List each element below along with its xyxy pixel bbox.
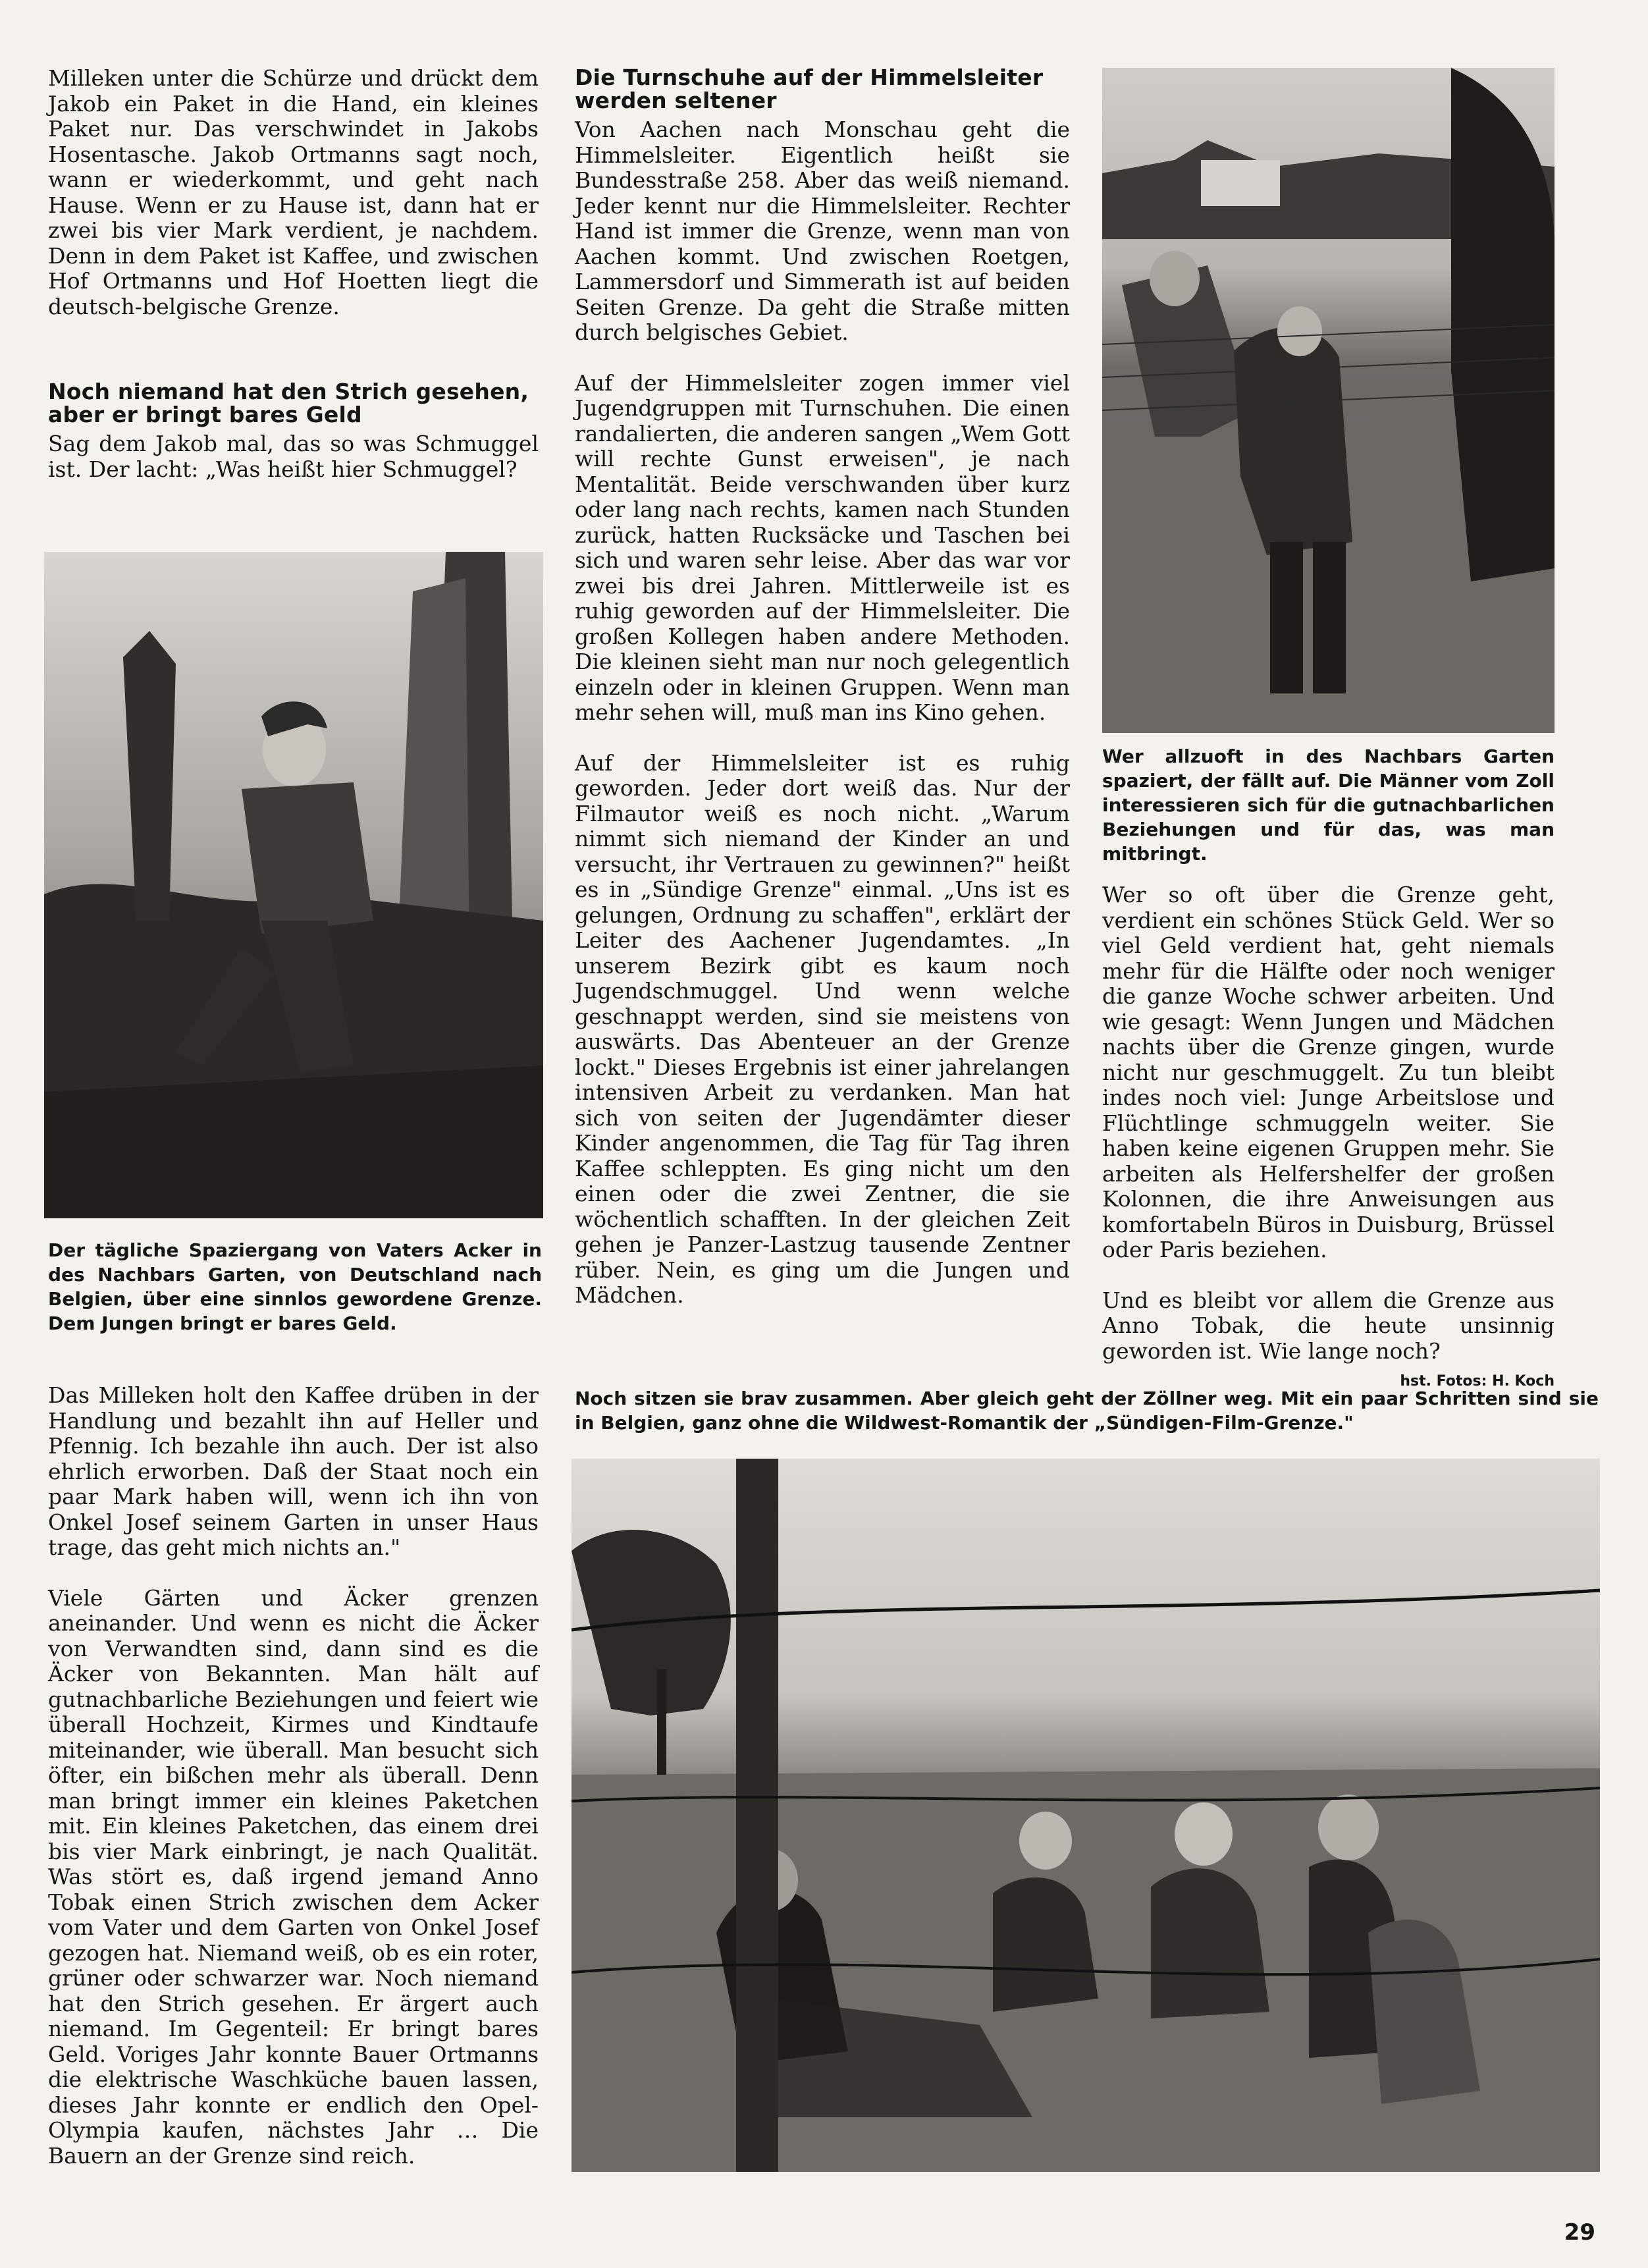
left-bottom-paragraph-1: Das Milleken holt den Kaffee drüben in der Handlung und bezahlt ihn auf Heller und Pfennig. Ich bezahle ihn auch. Der ist also ehrlich erworben. Daß der Staat noch ein paar Mark haben will, wenn ich ihn von Onkel Josef seinem Garten in unser Haus trage, das geht mich nichts an." bbox=[48, 1382, 539, 1560]
photo-customs-officers-image bbox=[1102, 68, 1555, 733]
caption-boy-climbing-block bbox=[48, 1238, 542, 1336]
right-paragraph-2-text: Und es bleibt vor allem die Grenze aus Anno Tobak, die heute unsinnig geworden ist. Wie lange noch? bbox=[1102, 1287, 1555, 1364]
photo-children-barbed-wire bbox=[571, 1459, 1600, 2172]
column-middle bbox=[575, 66, 1070, 1309]
photo-credit: hst. Fotos: H. Koch bbox=[1400, 1373, 1555, 1390]
column-right bbox=[1102, 882, 1555, 1395]
caption-boy-climbing: Der tägliche Spaziergang von Vaters Acker in des Nachbars Garten, von Deutschland nach Belgien, über eine sinnlos gewordene Grenze. Dem Jungen bringt er bares Geld. bbox=[48, 1239, 542, 1334]
section-intro: Sag dem Jakob mal, das so was Schmuggel ist. Der lacht: „Was heißt hier Schmuggel? bbox=[48, 431, 539, 482]
photo-boy-climbing-image bbox=[44, 552, 543, 1218]
left-bottom-paragraph-2: Viele Gärten und Äcker grenzen aneinander. Und wenn es nicht die Äcker von Verwandten sind, dann sind es die Äcker von Bekannten. Man hält auf gutnachbarliche Beziehungen und feiert wie überall Hochzeit, Kirmes und Kindtaufe miteinander, wie überall. Man besucht sich öfter, ein bißchen mehr als überall. Denn man bringt immer ein kleines Paketchen mit. Ein kleines Paketchen, das einem drei bis vier Mark einbringt, je nach Qualität. Was stört es, daß irgend jemand Anno Tobak einen Strich zwischen dem Acker vom Vater und dem Garten von Onkel Josef gezogen hat. Niemand weiß, ob es ein roter, grüner oder schwarzer war. Noch niemand hat den Strich gesehen. Er ärgert auch niemand. Im Gegenteil: Er bringt bares Geld. Voriges Jahr konnte Bauer Ortmanns die elektrische Waschküche bauen lassen, dieses Jahr konnte er endlich den Opel-Olympia kaufen, nächstes Jahr … Die Bauern an der Grenze sind reich. bbox=[48, 1584, 539, 2169]
section-headline: Noch niemand hat den Strich gesehen, aber er bringt bares Geld bbox=[48, 379, 529, 427]
column-left-top bbox=[48, 66, 539, 482]
caption-customs: Wer allzuoft in des Nachbars Garten spaziert, der fällt auf. Die Männer vom Zoll interessieren sich für die gutnachbarlichen Beziehungen und für das, was man mitbringt. bbox=[1102, 745, 1555, 865]
middle-paragraph-1: Von Aachen nach Monschau geht die Himmelsleiter. Eigentlich heißt sie Bundesstraße 258. Aber das weiß niemand. Jeder kennt nur die Himmelsleiter. Rechter Hand ist immer die Grenze, wenn man von Aachen kommt. Und zwischen Roetgen, Lammersdorf und Simmerath ist auf beiden Seiten Grenze. Da geht die Straße mitten durch belgisches Gebiet. bbox=[575, 117, 1070, 345]
column-left-bottom bbox=[48, 1383, 539, 2169]
middle-paragraph-2: Auf der Himmelsleiter zogen immer viel Jugendgruppen mit Turnschuhen. Die einen randalierten, die anderen sangen „Wem Gott will rechte Gunst erweisen", je nach Mentalität. Beide verschwanden über kurz oder lang nach rechts, kamen nach Stunden zurück, hatten Rucksäcke und Taschen bei sich und waren sehr leise. Aber das war vor zwei bis drei Jahren. Mittlerweile ist es ruhig geworden auf der Himmelsleiter. Die großen Kollegen haben andere Methoden. Die kleinen sieht man nur noch gelegentlich einzeln oder in kleinen Gruppen. Wenn man mehr sehen will, muß man ins Kino gehen. bbox=[575, 369, 1070, 725]
caption-children-block bbox=[575, 1386, 1599, 1435]
photo-customs-officers bbox=[1102, 68, 1555, 733]
right-paragraph-2 bbox=[1102, 1287, 1555, 1390]
photo-boy-climbing bbox=[44, 552, 543, 1218]
middle-headline: Die Turnschuhe auf der Himmelsleiter werden seltener bbox=[575, 65, 1044, 113]
caption-children: Noch sitzen sie brav zusammen. Aber gleich geht der Zöllner weg. Mit ein paar Schritten sind sie in Belgien, ganz ohne die Wildwest-Romantik der „Sündigen-Film-Grenze." bbox=[575, 1388, 1599, 1434]
caption-customs-block bbox=[1102, 744, 1555, 866]
photo-children-barbed-wire-image bbox=[571, 1459, 1600, 2172]
page-number: 29 bbox=[1564, 2219, 1595, 2246]
article-paragraph: Milleken unter die Schürze und drückt dem Jakob ein Paket in die Hand, ein kleines Paket nur. Das verschwindet in Jakobs Hosentasche. Jakob Ortmanns sagt noch, wann er wiederkommt, und geht nach Hause. Wenn er zu Hause ist, dann hat er zwei bis vier Mark verdient, je nachdem. Denn in dem Paket ist Kaffee, und zwischen Hof Ortmanns und Hof Hoetten liegt die deutsch-belgische Grenze. bbox=[48, 65, 539, 319]
middle-paragraph-3: Auf der Himmelsleiter ist es ruhig geworden. Jeder dort weiß das. Nur der Filmautor weiß es noch nicht. „Warum nimmt sich niemand der Kinder an und versucht, ihr Vertrauen zu gewinnen?" heißt es in „Sündige Grenze" einmal. „Uns ist es gelungen, Ordnung zu schaffen", erklärt der Leiter des Aachener Jugendamtes. „In unserem Bezirk gibt es kaum noch Jugendschmuggel. Und wenn welche geschnappt werden, sind sie meistens von auswärts. Das Abenteuer an der Grenze lockt." Dieses Ergebnis ist einer jahrelangen intensiven Arbeit zu verdanken. Man hat sich von seiten der Jugendämter dieser Kinder angenommen, die Tag für Tag ihren Kaffee schleppten. Es ging nicht um den einen oder die zwei Zentner, die sie wöchentlich schafften. In der gleichen Zeit gehen je Panzer-Lastzug tausende Zentner rüber. Nein, es ging um die Jungen und Mädchen. bbox=[575, 749, 1070, 1308]
right-paragraph-1: Wer so oft über die Grenze geht, verdient ein schönes Stück Geld. Wer so viel Geld verdient hat, geht niemals mehr für die Hälfte oder noch weniger die ganze Woche schwer arbeiten. Und wie gesagt: Wenn Jungen und Mädchen nachts über die Grenze gingen, wurde nicht nur geschmuggelt. Zu tun bleibt indes noch viel: Junge Arbeitslose und Flüchtlinge schmuggeln weiter. Sie haben keine eigenen Gruppen mehr. Sie arbeiten als Helfershelfer der großen Kolonnen, die ihre Anweisungen aus komfortabeln Büros in Duisburg, Brüssel oder Paris beziehen. bbox=[1102, 882, 1555, 1262]
